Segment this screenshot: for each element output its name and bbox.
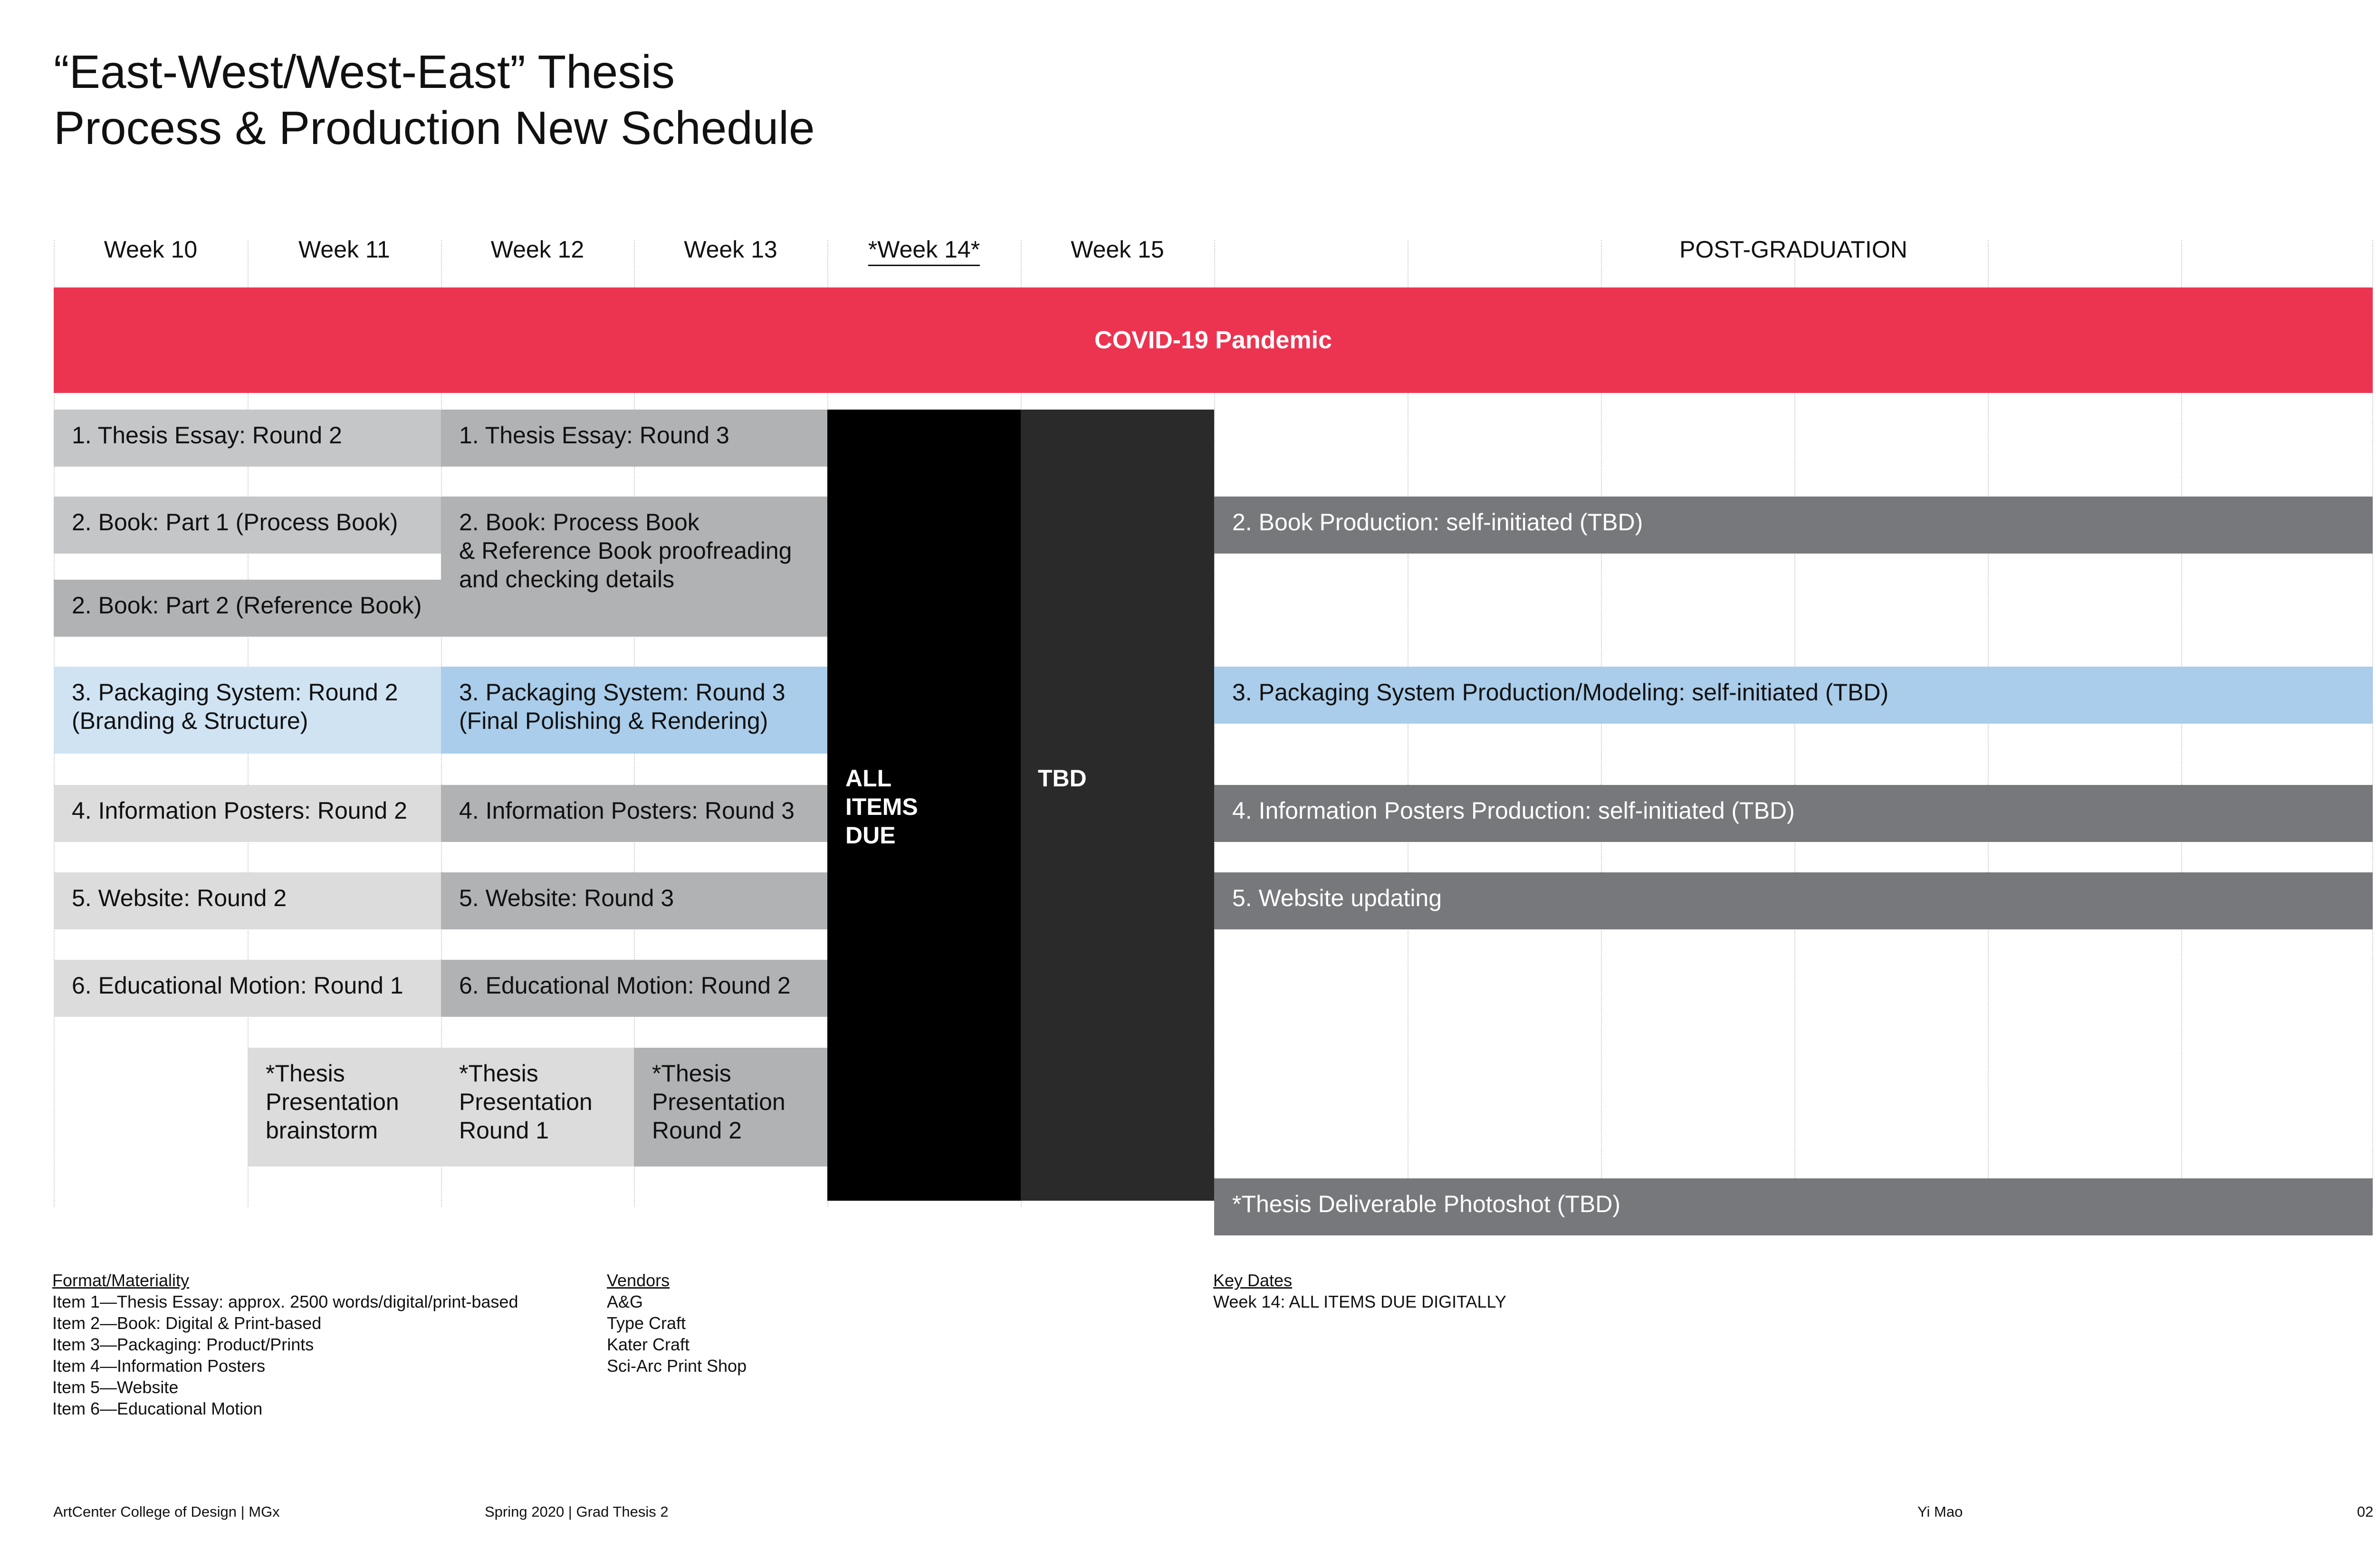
- week-14-header: *Week 14*: [827, 235, 1021, 264]
- footer-author: Yi Mao: [1917, 1503, 1963, 1520]
- week-10-header: Week 10: [104, 236, 198, 263]
- all-items-due-label: ALL ITEMS DUE: [845, 765, 918, 849]
- vendor-item: Kater Craft: [607, 1335, 690, 1354]
- page-title-line-2: Process & Production New Schedule: [54, 102, 815, 154]
- format-item: Item 6—Educational Motion: [52, 1399, 263, 1418]
- task-presentation-brainstorm: *Thesis Presentation brainstorm: [248, 1048, 441, 1166]
- week-11-header: Week 11: [298, 236, 390, 263]
- format-item: Item 3—Packaging: Product/Prints: [52, 1335, 314, 1354]
- task-packaging-production: 3. Packaging System Production/Modeling: self-initiated (TBD): [1214, 667, 2373, 724]
- task-essay-round-2: 1. Thesis Essay: Round 2: [54, 410, 441, 467]
- vendor-item: A&G: [607, 1292, 643, 1311]
- task-book-part-2: 2. Book: Part 2 (Reference Book): [54, 580, 441, 637]
- page-title-line-1: “East-West/West-East” Thesis: [54, 46, 675, 98]
- task-motion-round-1: 6. Educational Motion: Round 1: [54, 960, 441, 1017]
- week-12-header: Week 12: [490, 236, 584, 263]
- week-13-header: Week 13: [684, 236, 777, 263]
- format-item: Item 2—Book: Digital & Print-based: [52, 1313, 322, 1333]
- key-date-item: Week 14: ALL ITEMS DUE DIGITALLY: [1213, 1292, 1506, 1311]
- task-deliverable-photoshot: *Thesis Deliverable Photoshot (TBD): [1214, 1178, 2373, 1235]
- task-posters-production: 4. Information Posters Production: self-initiated (TBD): [1214, 785, 2373, 842]
- format-item: Item 5—Website: [52, 1377, 179, 1397]
- task-posters-round-2: 4. Information Posters: Round 2: [54, 785, 441, 842]
- format-heading: Format/Materiality: [52, 1271, 190, 1290]
- task-website-round-3: 5. Website: Round 3: [441, 872, 827, 929]
- task-book-production: 2. Book Production: self-initiated (TBD): [1214, 497, 2373, 554]
- vendors-heading: Vendors: [607, 1271, 670, 1290]
- task-posters-round-3: 4. Information Posters: Round 3: [441, 785, 827, 842]
- week-15-header: Week 15: [1071, 236, 1164, 263]
- vendor-item: Type Craft: [607, 1313, 686, 1333]
- task-website-updating: 5. Website updating: [1214, 872, 2373, 929]
- vendor-item: Sci-Arc Print Shop: [607, 1356, 747, 1376]
- task-presentation-round-2: *Thesis Presentation Round 2: [634, 1048, 827, 1166]
- task-essay-round-3: 1. Thesis Essay: Round 3: [441, 410, 827, 467]
- task-book-proofreading: 2. Book: Process Book & Reference Book proofreading and checking details: [441, 497, 827, 637]
- week-15-tbd-column: [1021, 410, 1214, 1201]
- format-item: Item 4—Information Posters: [52, 1356, 266, 1376]
- task-presentation-round-1: *Thesis Presentation Round 1: [441, 1048, 634, 1166]
- post-graduation-header: POST-GRADUATION: [1679, 236, 1907, 263]
- key-dates-heading: Key Dates: [1213, 1271, 1293, 1290]
- covid-banner: COVID-19 Pandemic: [54, 287, 2373, 393]
- task-packaging-round-2: 3. Packaging System: Round 2 (Branding & Structure): [54, 667, 441, 754]
- footer-term: Spring 2020 | Grad Thesis 2: [485, 1503, 669, 1520]
- task-motion-round-2: 6. Educational Motion: Round 2: [441, 960, 827, 1017]
- format-item: Item 1—Thesis Essay: approx. 2500 words/digital/print-based: [52, 1292, 518, 1311]
- footer-school: ArtCenter College of Design | MGx: [53, 1503, 280, 1520]
- task-packaging-round-3: 3. Packaging System: Round 3 (Final Polishing & Rendering): [441, 667, 827, 754]
- footer-page-number: 02: [2357, 1503, 2374, 1520]
- task-website-round-2: 5. Website: Round 2: [54, 872, 441, 929]
- task-book-part-1: 2. Book: Part 1 (Process Book): [54, 497, 441, 554]
- tbd-label: TBD: [1038, 765, 1087, 792]
